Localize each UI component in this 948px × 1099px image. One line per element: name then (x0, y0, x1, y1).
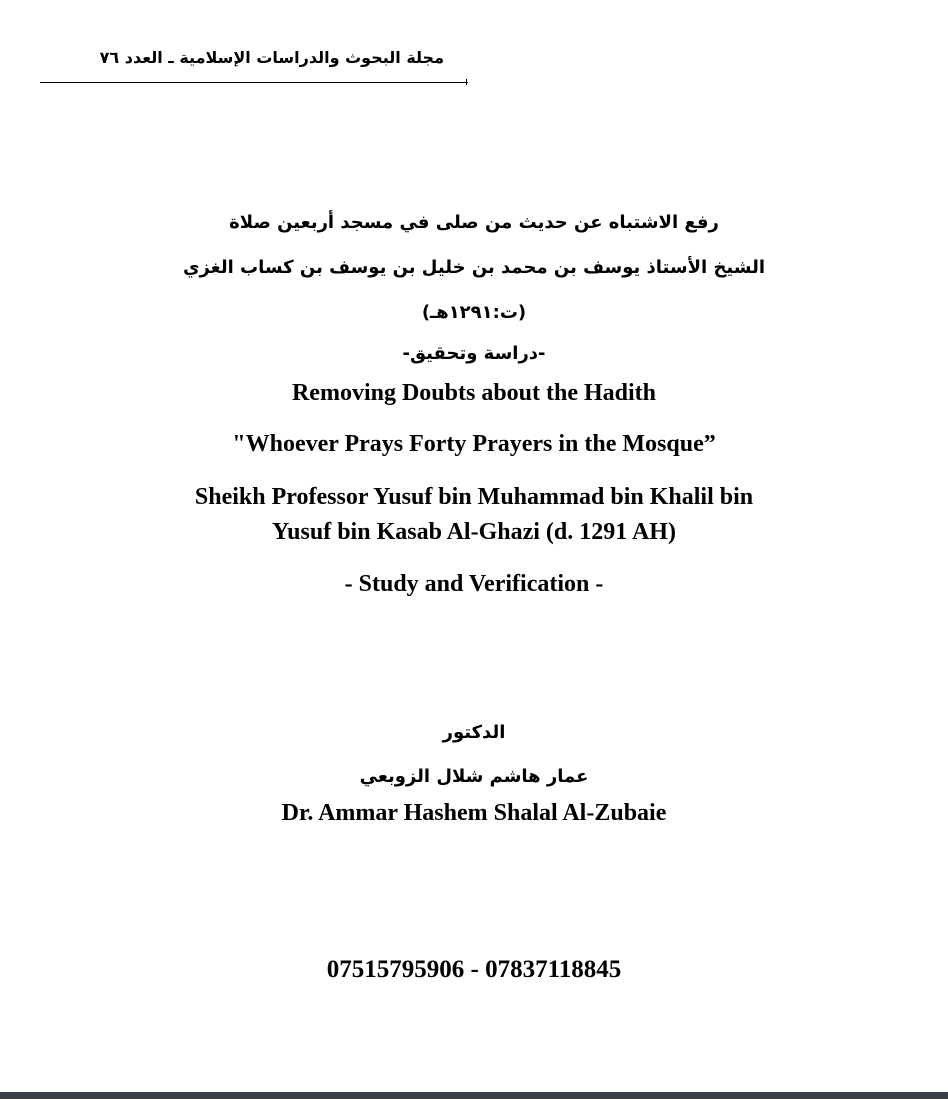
bottom-bar (0, 1092, 948, 1099)
arabic-title-line-1: رفع الاشتباه عن حديث من صلى في مسجد أربعين صلاة (229, 212, 719, 233)
header-rule-tick (466, 79, 467, 85)
journal-running-header: مجلة البحوث والدراسات الإسلامية ـ العدد ٧٦ (99, 48, 444, 67)
author-name-english: Dr. Ammar Hashem Shalal Al-Zubaie (281, 800, 667, 826)
english-subtitle: - Study and Verification - (344, 571, 604, 597)
arabic-death-date: (ت:١٢٩١هـ) (421, 302, 527, 323)
english-title-line-2: "Whoever Prays Forty Prayers in the Mosque” (232, 431, 716, 457)
author-title-arabic: الدكتور (442, 722, 506, 743)
english-author-line-1: Sheikh Professor Yusuf bin Muhammad bin Khalil bin (194, 484, 754, 510)
arabic-subtitle: -دراسة وتحقيق- (402, 343, 546, 364)
arabic-title-line-2: الشيخ الأستاذ يوسف بن محمد بن خليل بن يوسف بن كساب الغزي (182, 257, 766, 278)
contact-phone-numbers: 07515795906 - 07837118845 (326, 956, 622, 983)
english-author-line-2: Yusuf bin Kasab Al-Ghazi (d. 1291 AH) (272, 519, 676, 545)
header-rule (40, 82, 468, 83)
english-title-line-1: Removing Doubts about the Hadith (291, 380, 657, 406)
author-name-arabic: عمار هاشم شلال الزوبعي (359, 766, 589, 787)
